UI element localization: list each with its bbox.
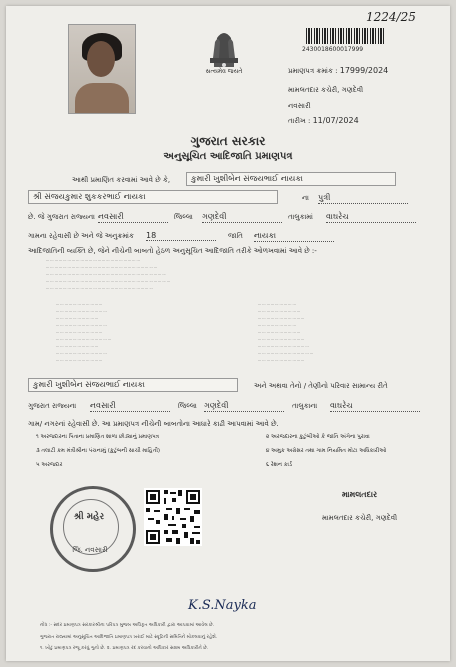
district-name: નવસારી (288, 102, 311, 110)
district-label: જિલ્લા (174, 213, 193, 221)
issuing-office: મામલતદાર કચેરી, ગણદેવી (288, 86, 364, 94)
stamp-place: જિ. નવસારી (72, 546, 108, 554)
caste-value: નાયકા (254, 231, 334, 242)
district-value: ગણદેવી (202, 212, 282, 223)
residence-statement: ગામ/ નગરનાં રહેવાસી છે. આ પ્રમાણપત્ર નીચેની બાબતોના આધારે કાઢી આપવામાં આવે છે. (28, 420, 279, 428)
footnote-line-1: નોંધ :- સદર પ્રમાણપત્ર સરકારશ્રીના પરિપત્ર મુજબ અધિકૃત અધિકારી દ્વારા આપવામાં આવેલ છે. (40, 623, 215, 628)
serial-label: ગામના રહેવાસી છે અને જે અનુક્રમાંક (28, 232, 134, 240)
basis-item: ૫ અરજદાર (36, 462, 63, 468)
taluka-label: તાલુકામાં (288, 213, 313, 221)
basis-item: ૩ તલાટી કમ મંત્રીશ્રીના પંચનામું (કુટુંબની સાચી માહિતી) (36, 448, 161, 454)
res-taluka-label: તાલુકાના (292, 402, 318, 410)
emblem-caption: સત્યમેવ જયતે (205, 68, 243, 75)
res-state: ગુજરાત રાજ્યના (28, 402, 77, 410)
applicant-photo (68, 24, 136, 114)
handwritten-number: 1224/25 (366, 10, 416, 24)
certificate-page (6, 6, 450, 661)
father-name: શ્રી સંજયકુમાર શુકકરભાઈ નાયકા (28, 190, 278, 204)
issue-date: તારીખ : 11/07/2024 (288, 116, 359, 125)
order-text: આદિજાતિની વ્યક્તિ છે, જેને નીચેની બાબતો હેઠળ અનુસૂચિત આદિજાતિ તરીકે ઓળખવામાં આવે છે :- (28, 247, 317, 255)
government-title: ગુજરાત સરકાર (190, 134, 266, 148)
res-taluka: વાઘરેચ (330, 401, 420, 412)
taluka-value: વાઘરેચ (326, 212, 416, 223)
footnote-line-2: ગુજરાત રાજ્યમાં અનુસૂચિત આદિજાતિ પ્રમાણપત્ર ખરાઈ માટે સ્ક્રૂટિની સમિતિને મોકલવાનું રહેશે. (40, 635, 218, 640)
certificate-number: પ્રમાણપત્ર ક્રમાંક : 17999/2024 (288, 66, 389, 75)
certificate-title: અનુસૂચિત આદિજાતિ પ્રમાણપત્ર (163, 151, 293, 162)
footnote-line-3: ૧. ખોટું પ્રમાણપત્ર રજૂ કરવું ગુનો છે. ૨. પ્રમાણપત્ર રદ કરવાનો અધિકાર સક્ષમ અધિકારીને છે. (40, 646, 209, 651)
basis-list-left (36, 430, 160, 472)
caste-label: જાતિ (228, 232, 243, 240)
barcode-number: 2430018600017999 (302, 46, 364, 53)
relation-label: ના (302, 194, 309, 202)
signatory-title: મામલતદાર (342, 490, 378, 499)
order-sublist-left: ··· ··· ··· ··· ··· ··· ··· ··· ··· ··· ··· ··· ··· ··· ··· ··· ··· ··· ··· ··· ··· ··· ··· ··· ··· ··· ··· ··· ··· ··· ··· ··· ··· ··· ··· ··· ··· ··· ··· ··· ··· ··· ··· ··· ··· ··· ··· ··· ··· ··· ··· ··· ··· ··· ··· ··· ··· ··· ··· ··· ··· ··· ··· ··· ··· ··· ··· ··· ··· ··· ··· ··· ··· ··· ··· ··· ··· ··· ··· ··· ··· ··· ··· ··· ··· ··· ··· ··· ··· ··· ··· ··· ··· ··· ··· ··· ··· ··· ··· ··· ··· ··· (56, 303, 111, 363)
state-place: નવસારી (98, 212, 168, 223)
basis-item: ૧ અરજદારના પિતાના પ્રમાણિત શાળા છોડ્યાનું પ્રમાણપત્ર (36, 434, 160, 440)
basis-item: ૬ રેશન કાર્ડ (266, 462, 293, 468)
basis-list-right (266, 430, 386, 472)
applicant-name: કુમારી ખુશીબેન સંજયભાઈ નાયકા (186, 172, 396, 186)
order-sublist-right: ··· ··· ··· ··· ··· ··· ··· ··· ··· ··· ··· ··· ··· ··· ··· ··· ··· ··· ··· ··· ··· ··· ··· ··· ··· ··· ··· ··· ··· ··· ··· ··· ··· ··· ··· ··· ··· ··· ··· ··· ··· ··· ··· ··· ··· ··· ··· ··· ··· ··· ··· ··· ··· ··· ··· ··· ··· ··· ··· ··· ··· ··· ··· ··· ··· ··· ··· ··· ··· ··· ··· ··· ··· ··· ··· ··· ··· ··· ··· ··· ··· ··· ··· ··· ··· ··· ··· ··· ··· ··· ··· ··· ··· ··· ··· ··· (258, 303, 313, 363)
relation-value: પુત્રી (318, 193, 408, 204)
resident-name: કુમારી ખુશીબેન સંજયભાઈ નાયકા (28, 378, 238, 392)
barcode (306, 28, 386, 44)
signatory-office: મામલતદાર કચેરી, ગણદેવી (322, 514, 398, 522)
res-district: ગણદેવી (204, 401, 284, 412)
official-stamp (50, 486, 136, 572)
intro-text: આથી પ્રમાણિત કરવામાં આવે છે કે, (72, 176, 171, 184)
serial-value: 18 (146, 231, 216, 241)
basis-item: ૨ અરજદારના કુટુંબીઓ કે જાતિ અંગેના પુરાવા (266, 434, 370, 440)
stamp-title: શ્રી મહેર (73, 512, 105, 522)
state-label: છે. જે ગુજરાત રાજ્યના (28, 213, 95, 221)
qr-code-icon (144, 488, 202, 546)
resident-suffix: અને અથવા તેનો / તેણીનો પરિવાર સામાન્ય રીતે (254, 382, 388, 390)
res-place: નવસારી (90, 401, 170, 412)
res-district-label: જિલ્લા (178, 402, 197, 410)
basis-item: ૪ અમુક અગ્રેસર તથા ગામ નિયમિત મોટા અધિકારીઓ (266, 448, 387, 454)
order-list: ··· ··· ··· ··· ··· ··· ··· ··· ··· ··· ··· ··· ··· ··· ··· ··· ··· ··· ··· ··· ··· ··· ··· ··· ··· ··· ··· ··· ··· ··· ··· ··· ··· ··· ··· ··· ··· ··· ··· ··· ··· ··· ··· ··· ··· ··· ··· ··· ··· ··· ··· ··· ··· ··· ··· ··· ··· ··· ··· ··· ··· ··· ··· ··· ··· ··· ··· ··· ··· ··· ··· ··· ··· ··· ··· ··· ··· ··· ··· ··· ··· ··· ··· ··· ··· ··· ··· ··· ··· ··· ··· ··· ··· ··· ··· ··· ··· ··· ··· ··· ··· ··· ··· ··· ··· ··· ··· ··· ··· ··· ··· ··· ··· ··· ··· ··· ··· ··· ··· ··· ··· ··· ··· ··· ··· ··· ··· ··· ··· ··· (46, 259, 170, 291)
signature: K.S.Nayka (188, 598, 257, 613)
